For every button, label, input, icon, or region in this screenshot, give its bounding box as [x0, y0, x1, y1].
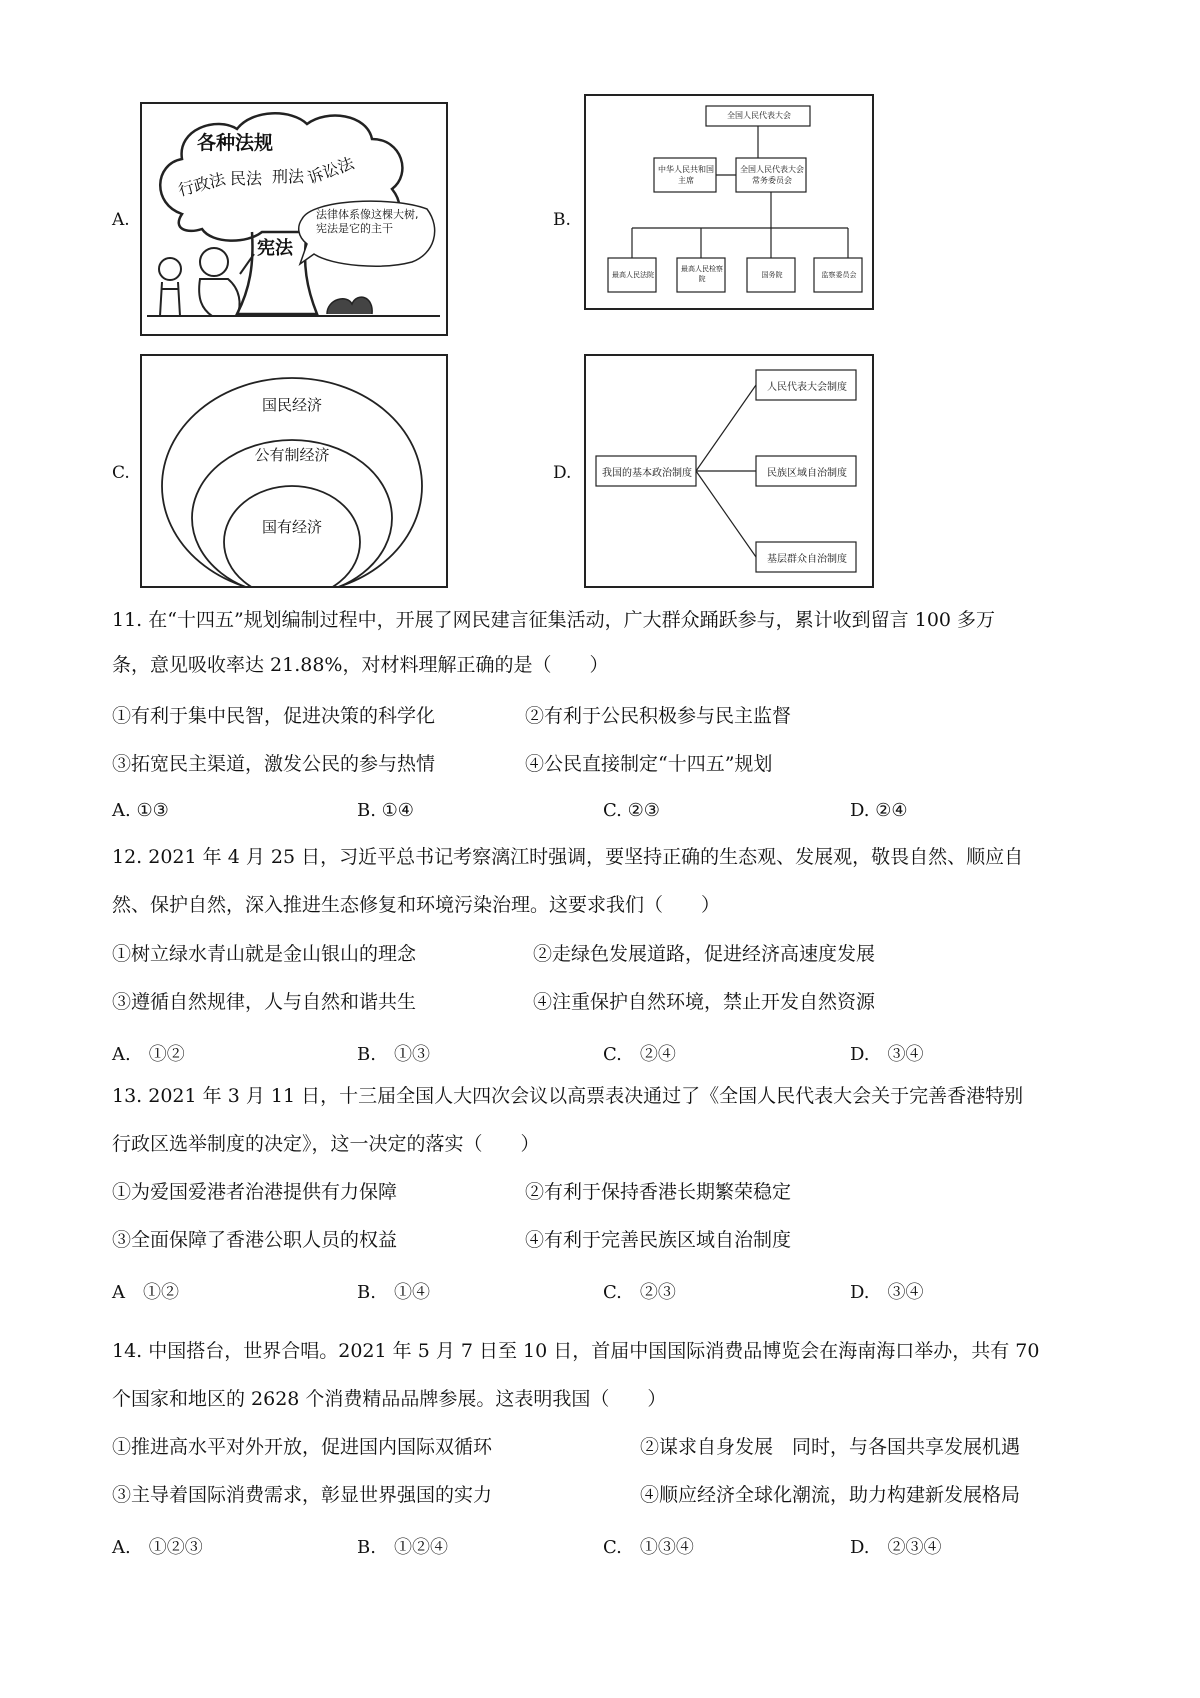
org-top-node: 全国人民代表大会 — [727, 111, 791, 120]
figure-b-org-chart — [584, 94, 874, 310]
q13-option-3: ③全面保障了香港公职人员的权益 — [112, 1229, 398, 1251]
q11-answer-c[interactable]: C. ②③ — [603, 800, 660, 821]
nested-circles-drawing — [142, 356, 446, 586]
q11-stem-line-1: 11. 在“十四五”规划编制过程中，开展了网民建言征集活动，广大群众踊跃参与，累计收到留言 100 多万 — [112, 609, 996, 631]
q13-answer-a[interactable]: A ①② — [112, 1282, 179, 1303]
org-supervisory-node: 监察委员会 — [821, 271, 857, 279]
q12-stem-line-2: 然、保护自然，深入推进生态修复和环境污染治理。这要求我们（ ） — [112, 894, 721, 916]
q13-option-4: ④有利于完善民族区域自治制度 — [525, 1229, 792, 1251]
figure-c-letter: C. — [112, 463, 130, 483]
trunk-label: 宪法 — [257, 238, 293, 259]
q11-stem-line-2: 条，意见吸收率达 21.88%，对材料理解正确的是（ ） — [112, 654, 609, 676]
branch-label-4: 诉讼法 — [304, 153, 357, 188]
circle-inner-label: 国有经济 — [261, 518, 322, 536]
canopy-label: 各种法规 — [197, 132, 274, 154]
circle-outer-label: 国民经济 — [261, 396, 322, 414]
q13-option-1: ①为爱国爱港者治港提供有力保障 — [112, 1181, 398, 1203]
org-state-council-node: 国务院 — [761, 271, 783, 279]
q11-answer-b[interactable]: B. ①④ — [357, 800, 414, 821]
tree-cartoon-drawing — [142, 104, 446, 334]
q11-option-1: ①有利于集中民智，促进决策的科学化 — [112, 705, 436, 727]
q12-option-2: ②走绿色发展道路，促进经济高速度发展 — [533, 943, 876, 965]
q14-answer-a[interactable]: A. ①②③ — [112, 1537, 203, 1558]
q13-stem-line-2: 行政区选举制度的决定》，这一决定的落实（ ） — [112, 1133, 540, 1155]
q14-option-2: ②谋求自身发展 同时，与各国共享发展机遇 — [640, 1436, 1021, 1458]
figure-b-letter: B. — [553, 210, 571, 230]
q11-option-2: ②有利于公民积极参与民主监督 — [525, 705, 792, 727]
org-procuratorate-node: 最高人民检察院 — [681, 265, 723, 283]
q11-option-3: ③拓宽民主渠道，激发公民的参与热情 — [112, 753, 436, 775]
q14-option-4: ④顺应经济全球化潮流，助力构建新发展格局 — [640, 1484, 1021, 1506]
q12-stem-line-1: 12. 2021 年 4 月 25 日，习近平总书记考察漓江时强调，要坚持正确的生态观、发展观，敬畏自然、顺应自 — [112, 846, 1024, 868]
branch-label-2: 民法 — [230, 169, 263, 188]
q13-stem-line-1: 13. 2021 年 3 月 11 日，十三届全国人大四次会议以高票表决通过了《全国人民代表大会关于完善香港特别 — [112, 1085, 1024, 1107]
org-court-node: 最高人民法院 — [612, 271, 654, 279]
q12-answer-a[interactable]: A. ①② — [112, 1044, 185, 1065]
q13-answer-c[interactable]: C. ②③ — [603, 1282, 676, 1303]
org-president-node: 中华人民共和国主席 — [658, 165, 714, 185]
q14-answer-b[interactable]: B. ①②④ — [357, 1537, 448, 1558]
tree-branch-node-3: 基层群众自治制度 — [767, 554, 847, 565]
q14-option-1: ①推进高水平对外开放，促进国内国际双循环 — [112, 1436, 493, 1458]
figure-a-cartoon — [140, 102, 448, 336]
figure-d-letter: D. — [553, 463, 572, 483]
q14-answer-d[interactable]: D. ②③④ — [850, 1537, 942, 1558]
q11-option-4: ④公民直接制定“十四五”规划 — [525, 753, 773, 775]
tree-root-node: 我国的基本政治制度 — [602, 468, 692, 479]
q11-answer-d[interactable]: D. ②④ — [850, 800, 908, 821]
q12-answer-c[interactable]: C. ②④ — [603, 1044, 676, 1065]
q14-stem-line-1: 14. 中国搭台，世界合唱。2021 年 5 月 7 日至 10 日，首届中国国际消费品博览会在海南海口举办，共有 70 — [112, 1340, 1040, 1362]
q12-option-4: ④注重保护自然环境，禁止开发自然资源 — [533, 991, 876, 1013]
branch-label-3: 刑法 — [272, 167, 305, 186]
q12-option-3: ③遵循自然规律，人与自然和谐共生 — [112, 991, 417, 1013]
figure-a-letter: A. — [112, 210, 130, 230]
q14-answer-c[interactable]: C. ①③④ — [603, 1537, 694, 1558]
speech-bubble-text: 法律体系像这棵大树,宪法是它的主干 — [316, 208, 419, 235]
q12-answer-d[interactable]: D. ③④ — [850, 1044, 924, 1065]
q14-option-3: ③主导着国际消费需求，彰显世界强国的实力 — [112, 1484, 493, 1506]
q13-option-2: ②有利于保持香港长期繁荣稳定 — [525, 1181, 792, 1203]
q11-answer-a[interactable]: A. ①③ — [112, 800, 169, 821]
q12-option-1: ①树立绿水青山就是金山银山的理念 — [112, 943, 417, 965]
q13-answer-b[interactable]: B. ①④ — [357, 1282, 430, 1303]
tree-branch-node-2: 民族区域自治制度 — [767, 468, 847, 479]
branch-label-1: 行政法 — [176, 169, 228, 200]
figure-c-nested-circles — [140, 354, 448, 588]
figure-d-tree-diagram — [584, 354, 874, 588]
q14-stem-line-2: 个国家和地区的 2628 个消费精品品牌参展。这表明我国（ ） — [112, 1388, 667, 1410]
circle-middle-label: 公有制经济 — [254, 446, 330, 464]
org-standing-committee-node: 全国人民代表大会常务委员会 — [740, 165, 804, 185]
tree-branch-node-1: 人民代表大会制度 — [767, 382, 847, 393]
q12-answer-b[interactable]: B. ①③ — [357, 1044, 430, 1065]
q13-answer-d[interactable]: D. ③④ — [850, 1282, 924, 1303]
